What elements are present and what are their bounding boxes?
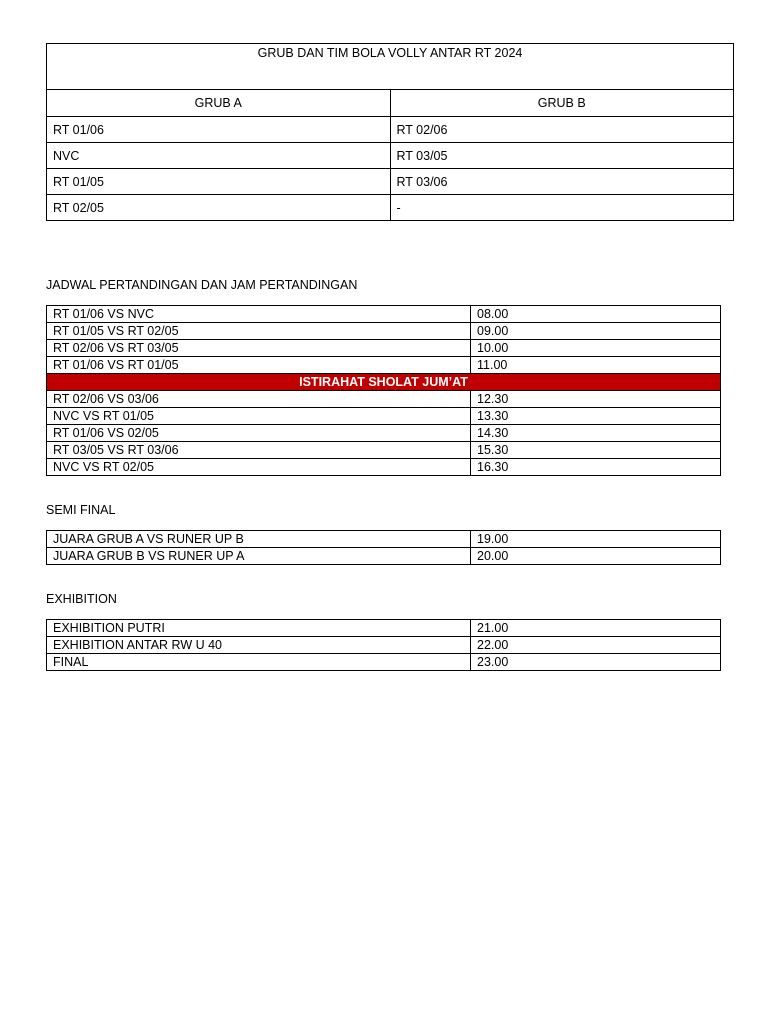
time-cell: 13.30 (471, 408, 721, 425)
schedule-row (47, 459, 721, 476)
group-table (46, 43, 734, 221)
semi-final-table (46, 530, 721, 565)
group-header-row (47, 90, 734, 117)
match-cell: EXHIBITION ANTAR RW U 40 (47, 637, 471, 654)
match-cell: RT 02/06 VS RT 03/05 (47, 340, 471, 357)
schedule-row (47, 323, 721, 340)
time-cell: 22.00 (471, 637, 721, 654)
time-cell: 19.00 (471, 531, 721, 548)
group-b-team: RT 03/05 (390, 143, 734, 169)
time-cell: 20.00 (471, 548, 721, 565)
group-a-team: RT 02/05 (47, 195, 391, 221)
match-cell: JUARA GRUB A VS RUNER UP B (47, 531, 471, 548)
schedule-row (47, 442, 721, 459)
exhibition-row (47, 654, 721, 671)
group-b-team: - (390, 195, 734, 221)
group-row (47, 117, 734, 143)
group-b-team: RT 03/06 (390, 169, 734, 195)
time-cell: 09.00 (471, 323, 721, 340)
time-cell: 08.00 (471, 306, 721, 323)
schedule-row (47, 391, 721, 408)
group-row (47, 195, 734, 221)
match-cell: NVC VS RT 01/05 (47, 408, 471, 425)
time-cell: 16.30 (471, 459, 721, 476)
schedule-row (47, 306, 721, 323)
semi-final-row (47, 531, 721, 548)
time-cell: 14.30 (471, 425, 721, 442)
time-cell: 11.00 (471, 357, 721, 374)
time-cell: 21.00 (471, 620, 721, 637)
exhibition-heading: EXHIBITION (46, 592, 117, 606)
schedule-table (46, 305, 721, 476)
match-cell: RT 01/06 VS NVC (47, 306, 471, 323)
schedule-heading: JADWAL PERTANDINGAN DAN JAM PERTANDINGAN (46, 278, 358, 292)
group-a-team: RT 01/05 (47, 169, 391, 195)
match-cell: RT 02/06 VS 03/06 (47, 391, 471, 408)
schedule-row (47, 408, 721, 425)
match-cell: FINAL (47, 654, 471, 671)
group-row (47, 143, 734, 169)
time-cell: 12.30 (471, 391, 721, 408)
match-cell: JUARA GRUB B VS RUNER UP A (47, 548, 471, 565)
semi-final-heading: SEMI FINAL (46, 503, 116, 517)
match-cell: RT 01/06 VS 02/05 (47, 425, 471, 442)
time-cell: 10.00 (471, 340, 721, 357)
break-banner: ISTIRAHAT SHOLAT JUM’AT (47, 374, 721, 391)
time-cell: 23.00 (471, 654, 721, 671)
exhibition-row (47, 637, 721, 654)
match-cell: RT 03/05 VS RT 03/06 (47, 442, 471, 459)
group-title-row (47, 44, 734, 90)
schedule-row (47, 340, 721, 357)
match-cell: EXHIBITION PUTRI (47, 620, 471, 637)
schedule-row (47, 425, 721, 442)
schedule-row (47, 357, 721, 374)
group-b-team: RT 02/06 (390, 117, 734, 143)
exhibition-table (46, 619, 721, 671)
group-a-header: GRUB A (47, 90, 391, 117)
match-cell: RT 01/06 VS RT 01/05 (47, 357, 471, 374)
group-b-header: GRUB B (390, 90, 734, 117)
match-cell: NVC VS RT 02/05 (47, 459, 471, 476)
group-a-team: NVC (47, 143, 391, 169)
match-cell: RT 01/05 VS RT 02/05 (47, 323, 471, 340)
group-a-team: RT 01/06 (47, 117, 391, 143)
break-row (47, 374, 721, 391)
exhibition-row (47, 620, 721, 637)
group-table-title: GRUB DAN TIM BOLA VOLLY ANTAR RT 2024 (47, 44, 734, 90)
group-row (47, 169, 734, 195)
semi-final-row (47, 548, 721, 565)
time-cell: 15.30 (471, 442, 721, 459)
